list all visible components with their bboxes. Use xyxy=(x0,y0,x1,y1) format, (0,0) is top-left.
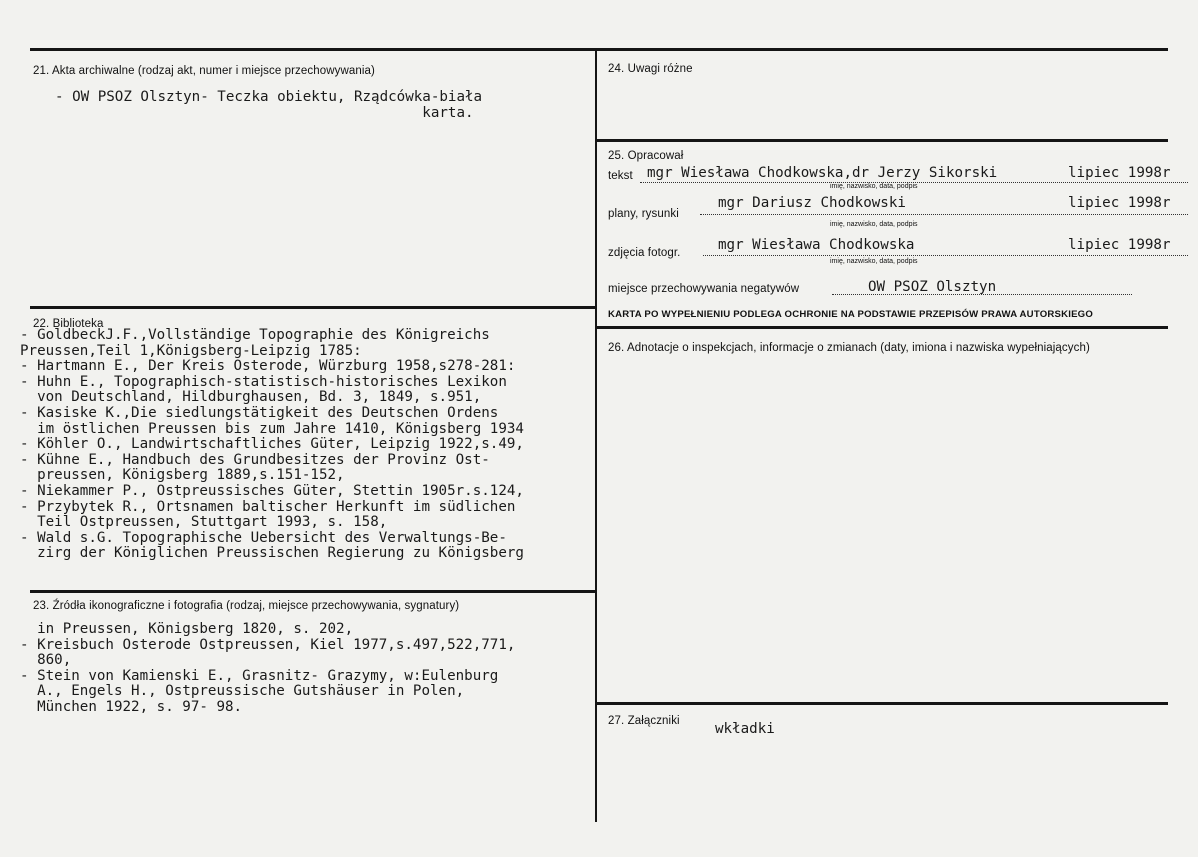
section-26-label: 26. Adnotacje o inspekcjach, informacje o zmianach (daty, imiona i nazwiska wypełniających) xyxy=(608,342,1090,354)
author-text-date: lipiec 1998r xyxy=(1068,165,1171,181)
section-21-content xyxy=(55,90,482,121)
author-text-name: mgr Wiesława Chodkowska,dr Jerzy Sikorski xyxy=(647,165,998,181)
source-line: - Kreisbuch Osterode Ostpreussen, Kiel 1977,s.497,522,771, xyxy=(20,636,516,653)
section-23-label: 23. Źródła ikonograficzne i fotografia (rodzaj, miejsce przechowywania, sygnatury) xyxy=(33,600,460,612)
bibliography-line: Teil Ostpreussen, Stuttgart 1993, s. 158, xyxy=(20,514,388,531)
author-drawings-date: lipiec 1998r xyxy=(1068,195,1171,211)
negatives-location-value: OW PSOZ Olsztyn xyxy=(868,279,997,295)
bibliography-line: - Przybytek R., Ortsnamen baltischer Herkunft im südlichen xyxy=(20,498,516,515)
source-line: - Stein von Kamienski E., Grasnitz- Grazymy, w:Eulenburg xyxy=(20,667,499,684)
bibliography-line: im östlichen Preussen bis zum Jahre 1410, Königsberg 1934 xyxy=(20,420,524,437)
bibliography-line: - Kühne E., Handbuch des Grundbesitzes der Provinz Ost- xyxy=(20,451,490,468)
author-photos-name: mgr Wiesława Chodkowska xyxy=(718,237,915,253)
bibliography-line: zirg der Königlichen Preussischen Regierung zu Königsberg xyxy=(20,545,524,562)
author-photos-hint: imię, nazwisko, data, podpis xyxy=(830,258,918,265)
author-text-label: tekst xyxy=(608,170,633,182)
section-divider-22-23 xyxy=(30,590,596,593)
section-21-label: 21. Akta archiwalne (rodzaj akt, numer i miejsce przechowywania) xyxy=(33,65,375,77)
author-drawings-dotline xyxy=(700,214,1188,215)
author-drawings-hint: imię, nazwisko, data, podpis xyxy=(830,221,918,228)
bibliography-line: - Kasiske K.,Die siedlungstätigkeit des Deutschen Ordens xyxy=(20,404,499,421)
section-24-label: 24. Uwagi różne xyxy=(608,63,693,75)
bibliography-line: preussen, Königsberg 1889,s.151-152, xyxy=(20,467,345,484)
source-line: A., Engels H., Ostpreussische Gutshäuser in Polen, xyxy=(20,683,465,700)
section-25-label: 25. Opracował xyxy=(608,150,684,162)
source-line: in Preussen, Königsberg 1820, s. 202, xyxy=(20,621,354,637)
section-22-label: 22. Biblioteka xyxy=(33,318,104,330)
bibliography-line: - Niekammer P., Ostpreussisches Güter, Stettin 1905r.s.124, xyxy=(20,482,524,499)
section-23-content xyxy=(20,622,515,716)
top-border-line xyxy=(30,48,1168,51)
bibliography-line: Preussen,Teil 1,Königsberg-Leipzig 1785: xyxy=(20,342,362,359)
bibliography-line: - GoldbeckJ.F.,Vollständige Topographie des Königreichs xyxy=(20,327,490,343)
bibliography-line: von Deutschland, Hildburghausen, Bd. 3, 1849, s.951, xyxy=(20,389,482,406)
section-divider-26-27 xyxy=(597,702,1168,705)
bibliography-line: - Huhn E., Topographisch-statistisch-historisches Lexikon xyxy=(20,373,507,390)
source-line: 860, xyxy=(20,652,72,669)
section-divider-24-25 xyxy=(597,139,1168,142)
author-drawings-label: plany, rysunki xyxy=(608,208,679,220)
center-divider-line xyxy=(595,50,597,822)
source-line: München 1922, s. 97- 98. xyxy=(20,698,243,715)
section-27-label: 27. Załączniki xyxy=(608,715,680,727)
bibliography-line: - Köhler O., Landwirtschaftliches Güter, Leipzig 1922,s.49, xyxy=(20,436,524,453)
section-21-line: karta. xyxy=(55,104,474,121)
author-text-hint: imię, nazwisko, data, podpis xyxy=(830,183,918,190)
author-photos-dotline xyxy=(703,255,1188,256)
author-photos-label: zdjęcia fotogr. xyxy=(608,247,681,259)
attachments-value: wkładki xyxy=(715,721,775,737)
author-drawings-name: mgr Dariusz Chodkowski xyxy=(718,195,906,211)
section-divider-25-26 xyxy=(597,326,1168,329)
copyright-notice: KARTA PO WYPEŁNIENIU PODLEGA OCHRONIE NA PODSTAWIE PRZEPISÓW PRAWA AUTORSKIEGO xyxy=(608,309,1094,320)
section-divider-21-22 xyxy=(30,306,596,309)
bibliography-line: - Hartmann E., Der Kreis Osterode, Würzburg 1958,s278-281: xyxy=(20,358,516,375)
author-photos-date: lipiec 1998r xyxy=(1068,237,1171,253)
bibliography-line: - Wald s.G. Topographische Uebersicht des Verwaltungs-Be- xyxy=(20,529,507,546)
section-22-content xyxy=(20,328,524,562)
negatives-location-label: miejsce przechowywania negatywów xyxy=(608,283,800,295)
section-21-line: - OW PSOZ Olsztyn- Teczka obiektu, Rządcówka-biała xyxy=(55,89,483,105)
